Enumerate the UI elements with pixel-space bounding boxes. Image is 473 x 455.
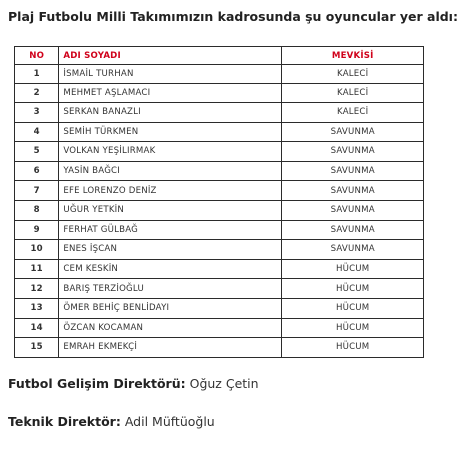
- head-coach-line: [8, 414, 215, 429]
- player-number: 7: [15, 181, 59, 201]
- player-number: 10: [15, 240, 59, 260]
- player-position: HÜCUM: [282, 338, 424, 358]
- table-row: [15, 142, 424, 162]
- player-number: 4: [15, 122, 59, 142]
- player-number: 14: [15, 318, 59, 338]
- player-name: YASİN BAĞCI: [59, 161, 282, 181]
- player-position: SAVUNMA: [282, 220, 424, 240]
- player-number: 8: [15, 200, 59, 220]
- head-coach-label: Teknik Direktör:: [8, 414, 121, 429]
- player-name: ENES İŞCAN: [59, 240, 282, 260]
- player-position: SAVUNMA: [282, 200, 424, 220]
- table-row: [15, 338, 424, 358]
- player-name: EFE LORENZO DENİZ: [59, 181, 282, 201]
- player-name: UĞUR YETKİN: [59, 200, 282, 220]
- player-position: KALECİ: [282, 84, 424, 103]
- player-name: FERHAT GÜLBAĞ: [59, 220, 282, 240]
- player-position: SAVUNMA: [282, 161, 424, 181]
- player-position: SAVUNMA: [282, 240, 424, 260]
- player-number: 12: [15, 279, 59, 299]
- table-row: [15, 161, 424, 181]
- player-name: ÖMER BEHİÇ BENLİDAYI: [59, 298, 282, 318]
- page-heading: Plaj Futbolu Milli Takımımızın kadrosunda şu oyuncular yer aldı:: [8, 9, 458, 24]
- column-header-name: ADI SOYADI: [59, 47, 282, 65]
- table-row: [15, 220, 424, 240]
- table-header-row: [15, 47, 424, 65]
- table-row: [15, 84, 424, 103]
- player-name: ÖZCAN KOCAMAN: [59, 318, 282, 338]
- player-name: BARIŞ TERZİOĞLU: [59, 279, 282, 299]
- player-name: İSMAİL TURHAN: [59, 65, 282, 84]
- player-number: 6: [15, 161, 59, 181]
- table-row: [15, 181, 424, 201]
- player-position: KALECİ: [282, 103, 424, 123]
- development-director-line: [8, 376, 259, 391]
- column-header-no: NO: [15, 47, 59, 65]
- player-number: 3: [15, 103, 59, 123]
- player-number: 15: [15, 338, 59, 358]
- player-position: HÜCUM: [282, 279, 424, 299]
- player-number: 5: [15, 142, 59, 162]
- table-row: [15, 103, 424, 123]
- player-number: 1: [15, 65, 59, 84]
- table-row: [15, 200, 424, 220]
- head-coach-name: Adil Müftüoğlu: [124, 414, 215, 429]
- player-position: HÜCUM: [282, 259, 424, 279]
- squad-table: [14, 46, 424, 358]
- player-position: HÜCUM: [282, 318, 424, 338]
- player-position: SAVUNMA: [282, 142, 424, 162]
- player-number: 9: [15, 220, 59, 240]
- player-number: 11: [15, 259, 59, 279]
- player-name: EMRAH EKMEKÇİ: [59, 338, 282, 358]
- player-number: 2: [15, 84, 59, 103]
- player-number: 13: [15, 298, 59, 318]
- player-position: HÜCUM: [282, 298, 424, 318]
- table-row: [15, 65, 424, 84]
- table-row: [15, 240, 424, 260]
- player-name: VOLKAN YEŞİLIRMAK: [59, 142, 282, 162]
- column-header-position: MEVKİSİ: [282, 47, 424, 65]
- table-row: [15, 259, 424, 279]
- development-director-name: Oğuz Çetin: [189, 376, 259, 391]
- table-row: [15, 122, 424, 142]
- development-director-label: Futbol Gelişim Direktörü:: [8, 376, 186, 391]
- table-row: [15, 298, 424, 318]
- player-name: SEMİH TÜRKMEN: [59, 122, 282, 142]
- squad-table-body: [15, 65, 424, 358]
- player-position: KALECİ: [282, 65, 424, 84]
- player-name: SERKAN BANAZLI: [59, 103, 282, 123]
- table-row: [15, 279, 424, 299]
- player-name: CEM KESKİN: [59, 259, 282, 279]
- player-position: SAVUNMA: [282, 122, 424, 142]
- table-row: [15, 318, 424, 338]
- player-position: SAVUNMA: [282, 181, 424, 201]
- player-name: MEHMET AŞLAMACI: [59, 84, 282, 103]
